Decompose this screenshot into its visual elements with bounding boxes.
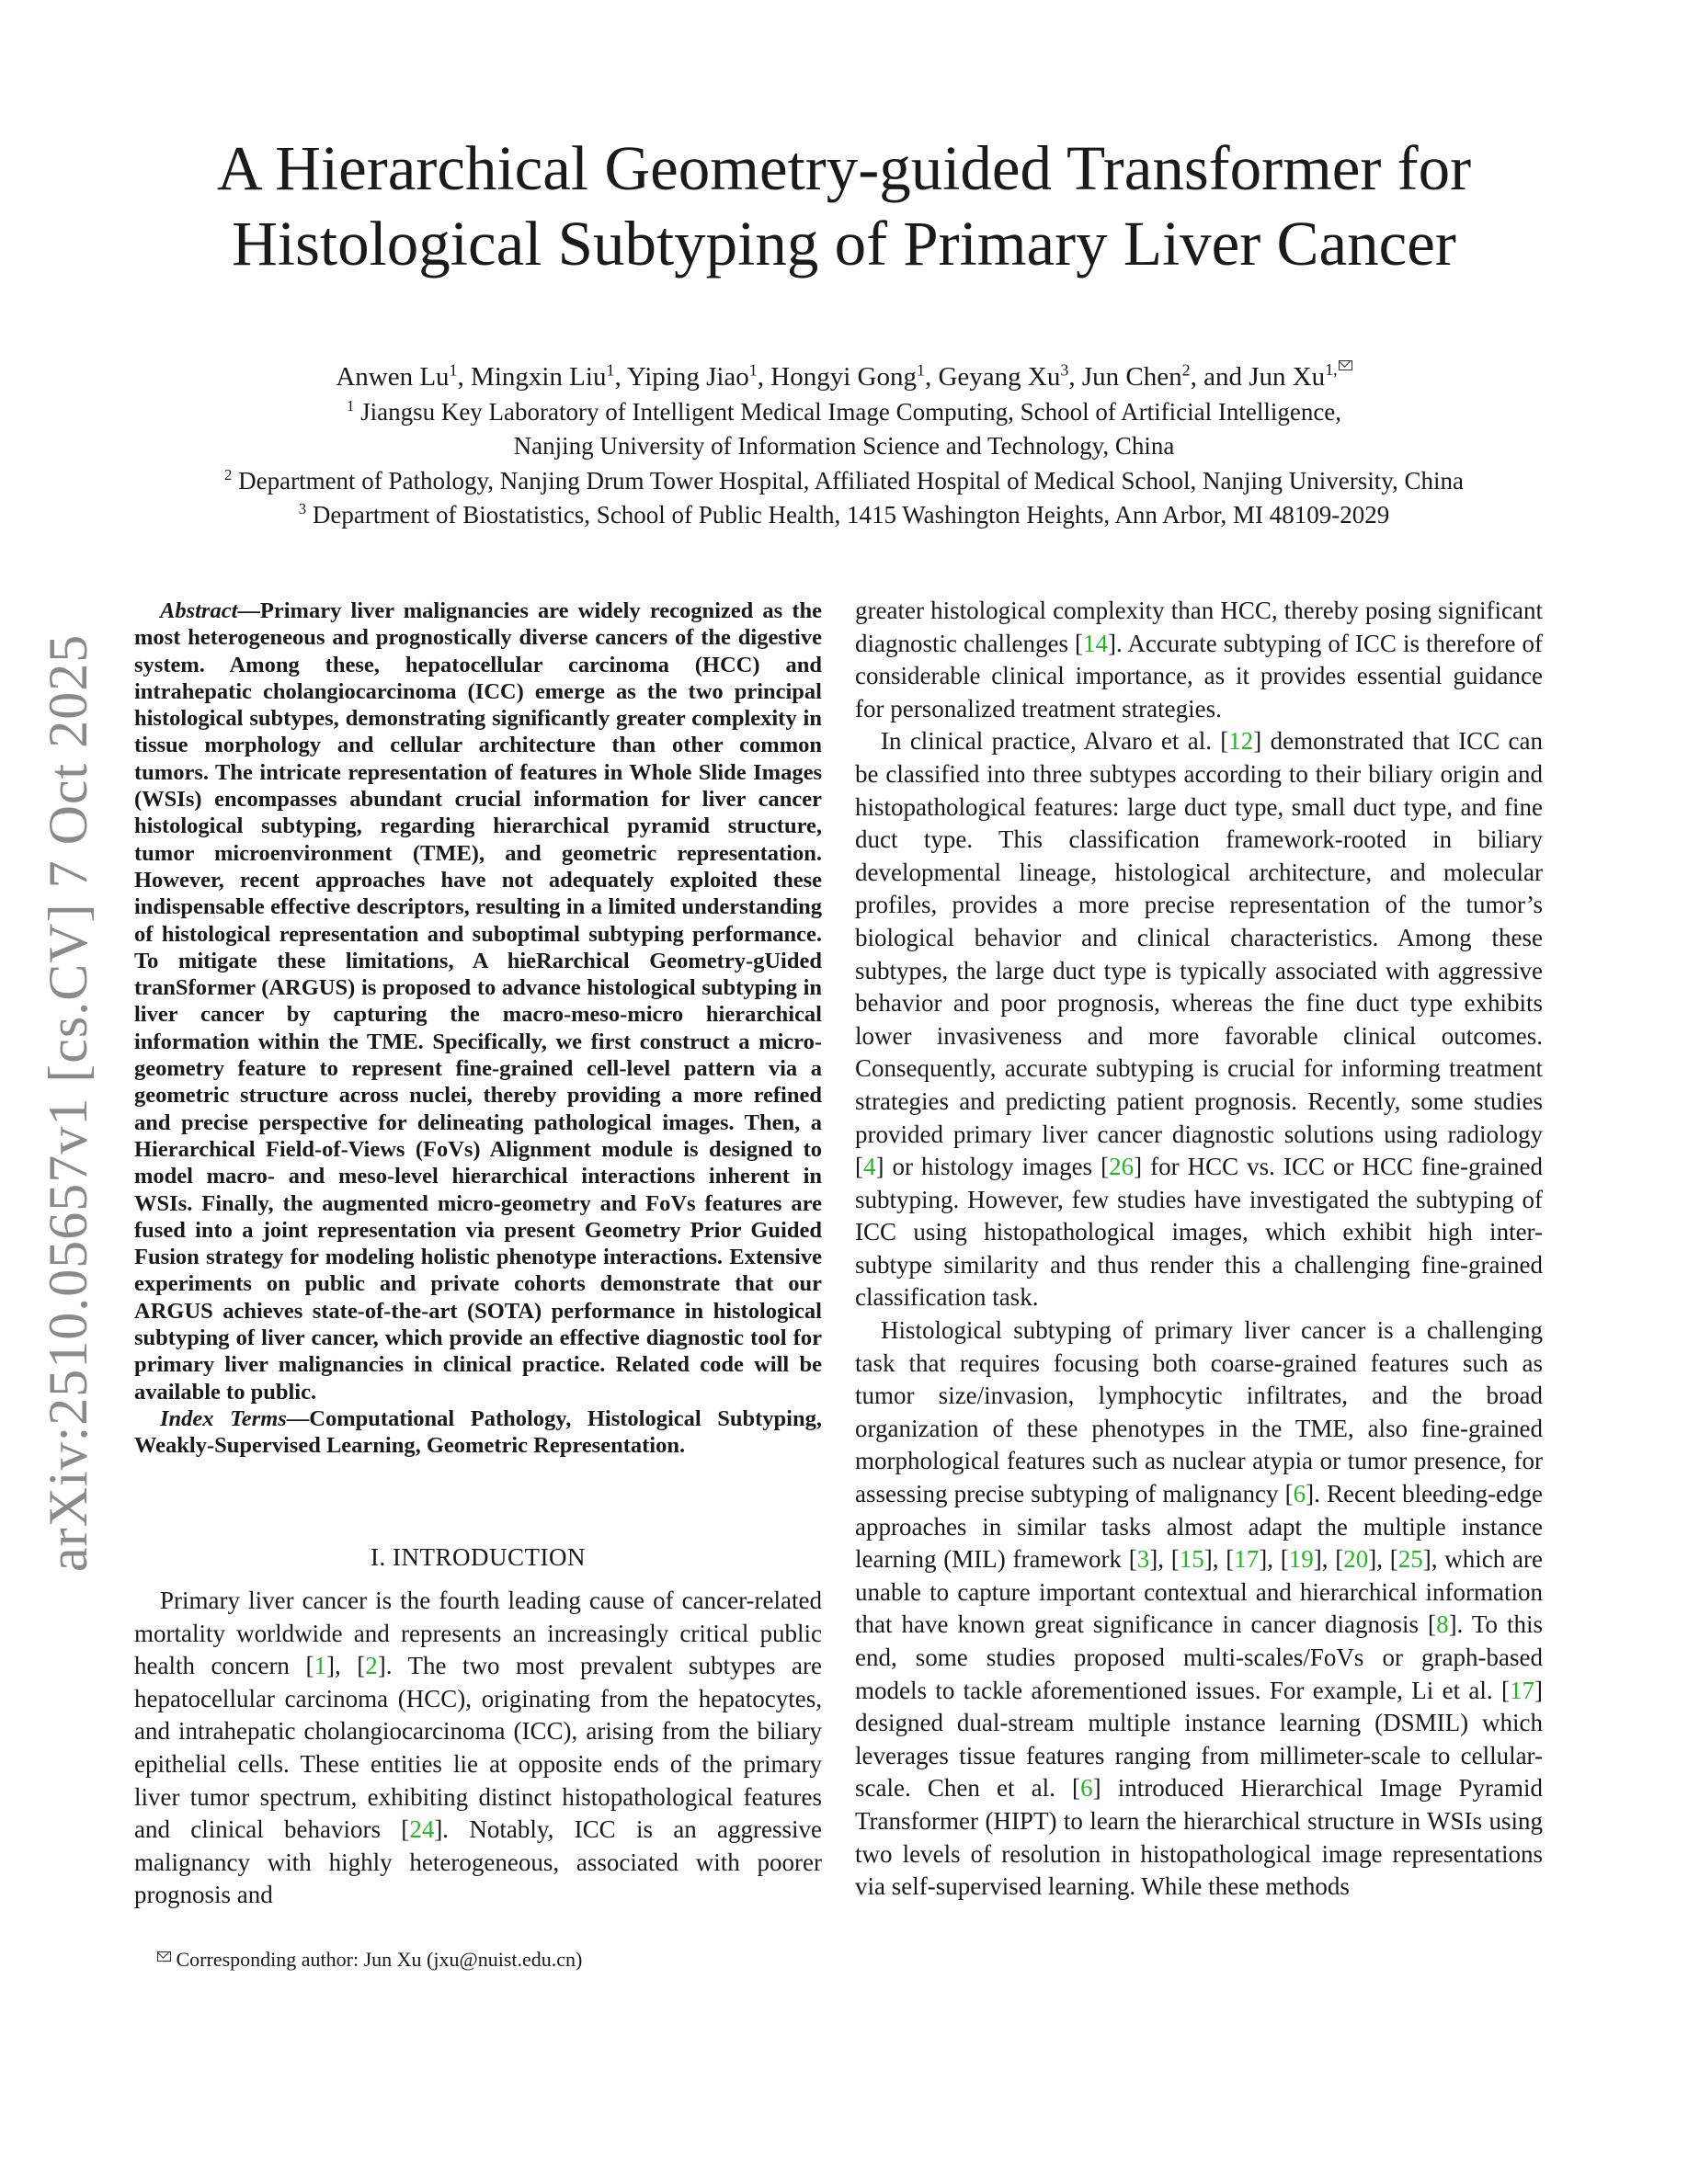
abstract-text: —Primary liver malignancies are widely recognized as the most heterogeneous and prognostically diverse cancers of the digestive system. Among these, hepatocellular carcinoma (HCC) and intrahepatic cholangiocarcinoma (ICC) emerge as the two principal histological subtypes, demonstrating significantly greater complexity in tissue morphology and cellular architecture than other common tumors. The intricate representation of features in Whole Slide Images (WSIs) encompasses abundant crucial information for liver cancer histological subtyping, regarding hierarchical pyramid structure, tumor microenvironment (TME), and geometric representation. However, recent approaches have not adequately exploited these indispensable effective descriptors, resulting in a limited understanding of histological representation and suboptimal subtyping performance. To mitigate these limitations, A hieRarchical Geometry-gUided tranSformer (ARGUS) is proposed to advance histological subtyping in liver cancer by capturing the macro-meso-micro hierarchical information within the TME. Specifically, we first construct a micro-geometry feature to represent fine-grained cell-level pattern via a geometric structure across nuclei, thereby providing a more refined and precise perspective for delineating pathological images. Then, a Hierarchical Field-of-Views (FoVs) Alignment module is designed to model macro- and meso-level hierarchical interactions inherent in WSIs. Finally, the augmented micro-geometry and FoVs features are fused into a joint representation via present Geometry Prior Guided Fusion strategy for modeling holistic phenotype interactions. Extensive experiments on public and private cohorts demonstrate that our ARGUS achieves state-of-the-art (SOTA) performance in histological subtyping of liver cancer, which provide an effective diagnostic tool for primary liver malignancies in clinical practice. Related code will be available to public. — [134, 598, 822, 1405]
envelope-icon — [157, 1951, 171, 1962]
intro-paragraph-continued: greater histological complexity than HCC, thereby posing significant diagnostic challenges [14]. Accurate subtyping of ICC is therefore of considerable clinical importance, as it provides essential guidance for personalized treatment strategies. — [855, 597, 1543, 722]
author: Jun Chen — [1081, 362, 1182, 392]
corresponding-author-footnote: Corresponding author: Jun Xu (jxu@nuist.edu.cn) — [156, 1947, 582, 1973]
citation-link[interactable]: 17 — [1234, 1545, 1260, 1574]
citation-link[interactable]: 14 — [1083, 629, 1109, 657]
paper-title — [0, 131, 1688, 281]
author-affiliation-mark: 1, — [1325, 360, 1352, 379]
citation-link[interactable]: 12 — [1228, 727, 1254, 756]
author: Mingxin Liu — [471, 362, 607, 392]
citation-link[interactable]: 19 — [1288, 1545, 1314, 1574]
citation-link[interactable]: 1 — [314, 1652, 326, 1680]
abstract-label: Abstract — [160, 598, 238, 623]
citation-link[interactable]: 8 — [1436, 1610, 1449, 1639]
index-terms-label: Index Terms — [160, 1405, 287, 1431]
affiliation-2: $^2$ Department of Pathology, Nanjing Drum Tower Hospital, Affiliated Hospital of Medical School, Nanjing University, China — [223, 466, 1464, 495]
citation-link[interactable]: 24 — [409, 1815, 435, 1844]
abstract — [134, 597, 822, 1460]
right-column — [855, 595, 1543, 1904]
affiliation-1-continued: Nanjing University of Information Science and Technology, China — [513, 432, 1175, 460]
author: Geyang Xu — [938, 362, 1061, 392]
citation-link[interactable]: 15 — [1179, 1545, 1204, 1574]
arxiv-identifier-stamp: arXiv:2510.05657v1 [cs.CV] 7 Oct 2025 — [38, 633, 98, 1572]
citation-link[interactable]: 4 — [863, 1153, 876, 1181]
intro-paragraph-2: In clinical practice, Alvaro et al. [12] demonstrated that ICC can be classified into three subtypes according to their biliary origin and histopathological features: large duct type, small duct type, and fine duct type. This classification framework-rooted in biliary developmental lineage, histological architecture, and molecular profiles, provides a more precise representation of the tumor’s biological behavior and clinical characteristics. Among these subtypes, the large duct type is typically associated with aggressive behavior and poor prognosis, whereas the fine duct type exhibits lower invasiveness and more favorable clinical outcomes. Consequently, accurate subtyping is crucial for informing treatment strategies and predicting patient prognosis. Recently, some studies provided primary liver cancer diagnostic solutions using radiology [4] or histology images [26] for HCC vs. ICC or HCC fine-grained subtyping. However, few studies have investigated the subtyping of ICC using histopathological images, which exhibit high inter-subtype similarity and thus render this a challenging fine-grained classification task. — [855, 727, 1543, 1312]
citation-link[interactable]: 20 — [1343, 1545, 1369, 1574]
envelope-icon — [1339, 360, 1352, 370]
author-affiliation-mark: 1 — [916, 360, 925, 380]
author: Hongyi Gong — [770, 362, 917, 392]
author-affiliation-mark: 1 — [606, 360, 615, 380]
affiliation-3: $^3$ Department of Biostatistics, School of Public Health, 1415 Washington Heights, Ann Arbor, MI 48109-2029 — [298, 500, 1390, 529]
title-line-2: Histological Subtyping of Primary Liver Cancer — [232, 209, 1456, 279]
author-affiliation-mark: 3 — [1060, 360, 1069, 380]
author: Anwen Lu — [336, 362, 450, 392]
index-terms-text: —Computational Pathology, Histological Subtyping, Weakly-Supervised Learning, Geometric Representation. — [134, 1405, 822, 1459]
left-column-intro — [134, 1585, 822, 1912]
author-list: Anwen Lu$^1$, Mingxin Liu$^1$, Yiping Jiao$^1$, Hongyi Gong$^1$, Geyang Xu$^3$, Jun Chen$^2$, and Jun $Xu^{1,}$ — [0, 360, 1688, 393]
author-affiliation-mark: 1 — [748, 360, 758, 380]
citation-link[interactable]: 6 — [1293, 1480, 1306, 1508]
section-heading-introduction: I. INTRODUCTION — [371, 1543, 586, 1571]
author: Yiping Jiao — [626, 362, 749, 392]
intro-paragraph-1: Primary liver cancer is the fourth leading cause of cancer-related mortality worldwide and represents an increasingly critical public health concern [1], [2]. The two most prevalent subtypes are hepatocellular carcinoma (HCC), originating from the hepatocytes, and intrahepatic cholangiocarcinoma (ICC), arising from the biliary epithelial cells. These entities lie at opposite ends of the primary liver tumor spectrum, exhibiting distinct histopathological features and clinical behaviors [24]. Notably, ICC is an aggressive malignancy with highly heterogeneous, associated with poorer prognosis and — [134, 1587, 822, 1909]
author: Jun Xu — [1249, 362, 1326, 392]
citation-link[interactable]: 3 — [1136, 1545, 1150, 1574]
author-affiliation-mark: 2 — [1181, 360, 1191, 380]
affiliation-1: $^1$ Jiangsu Key Laboratory of Intelligent Medical Image Computing, School of Artificial Intelligence, — [346, 397, 1342, 426]
citation-link[interactable]: 26 — [1109, 1153, 1135, 1181]
citation-link[interactable]: 6 — [1080, 1774, 1093, 1803]
citation-link[interactable]: 25 — [1397, 1545, 1423, 1574]
title-line-1: A Hierarchical Geometry-guided Transformer for — [216, 133, 1472, 203]
citation-link[interactable]: 17 — [1510, 1676, 1534, 1704]
author-affiliation-mark: 1 — [449, 360, 458, 380]
intro-paragraph-3: Histological subtyping of primary liver cancer is a challenging task that requires focusing both coarse-grained features such as tumor size/invasion, lymphocytic infiltrates, and the broad organization of these phenotypes in the TME, also fine-grained morphological features such as nuclear atypia or tumor presence, for assessing precise subtyping of malignancy [6]. Recent bleeding-edge approaches in similar tasks almost adapt the multiple instance learning (MIL) framework [3], [15], [17], [19], [20], [25], which are unable to capture important contextual and hierarchical information that have known great significance in cancer diagnosis [8]. To this end, some studies proposed multi-scales/FoVs or graph-based models to tackle aforementioned issues. For example, Li et al. [17] designed dual-stream multiple instance learning (DSMIL) which leverages tissue features ranging from millimeter-scale to cellular-scale. Chen et al. [6] introduced Hierarchical Image Pyramid Transformer (HIPT) to learn the hierarchical structure in WSIs using two levels of resolution in histopathological image representations via self-supervised learning. While these methods — [855, 1316, 1544, 1901]
citation-link[interactable]: 2 — [365, 1652, 378, 1680]
